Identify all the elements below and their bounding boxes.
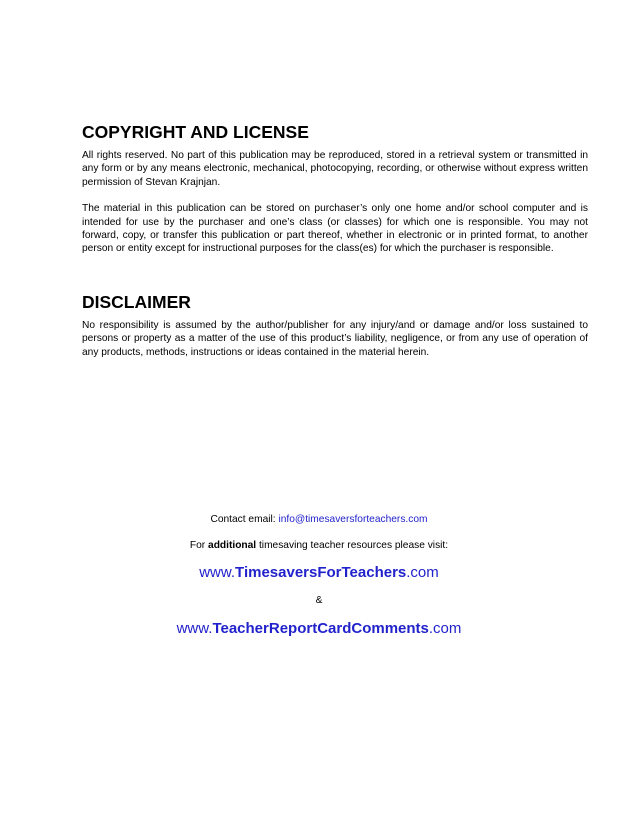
ampersand: & (315, 595, 323, 606)
site2-prefix: www. (176, 620, 213, 637)
disclaimer-heading: DISCLAIMER (82, 291, 191, 312)
visit-prefix: For (189, 540, 209, 551)
visit-suffix: timesaving teacher resources please visit: (256, 540, 449, 551)
disclaimer-paragraph: No responsibility is assumed by the author/publisher for any injury/and or damage and/or loss sustained to persons or property as a matter of the use of this product’s liability, negligence, or from any use of operation of any products, methods, instructions or ideas contained in the material herein. (82, 319, 588, 358)
site1-prefix: www. (199, 564, 236, 581)
contact-email-label: Contact email: (210, 514, 279, 525)
site1-name: TimesaversForTeachers (235, 564, 407, 581)
site2-link[interactable] (0, 620, 638, 637)
site2-name: TeacherReportCardComments (212, 620, 429, 637)
visit-bold: additional (208, 540, 257, 551)
contact-email-link[interactable]: info@timesaversforteachers.com (278, 514, 428, 525)
visit-line (0, 540, 638, 551)
site2-link-text[interactable] (177, 620, 462, 637)
copyright-heading: COPYRIGHT AND LICENSE (82, 122, 309, 142)
site1-link-text[interactable] (199, 564, 439, 581)
site1-link[interactable] (0, 564, 638, 581)
site2-suffix: .com (428, 620, 462, 637)
legal-content (82, 122, 588, 359)
contact-email-line (0, 514, 638, 525)
copyright-paragraph-2: The material in this publication can be stored on purchaser’s only one home and/or school computer and is intended for use by the purchaser and one’s class (or classes) for which one is responsible. You may not forward, copy, or transfer this publication or part thereof, whether in electronic or in printed format, to another person or entity except for instructional purposes for the class(es) for which the purchaser is responsible. (82, 203, 588, 255)
copyright-paragraph-1: All rights reserved. No part of this publication may be reproduced, stored in a retrieval system or transmitted in any form or by any means electronic, mechanical, photocopying, recording, or otherwise without express written permission of Stevan Krajnjan. (82, 150, 588, 188)
site1-suffix: .com (406, 564, 439, 581)
